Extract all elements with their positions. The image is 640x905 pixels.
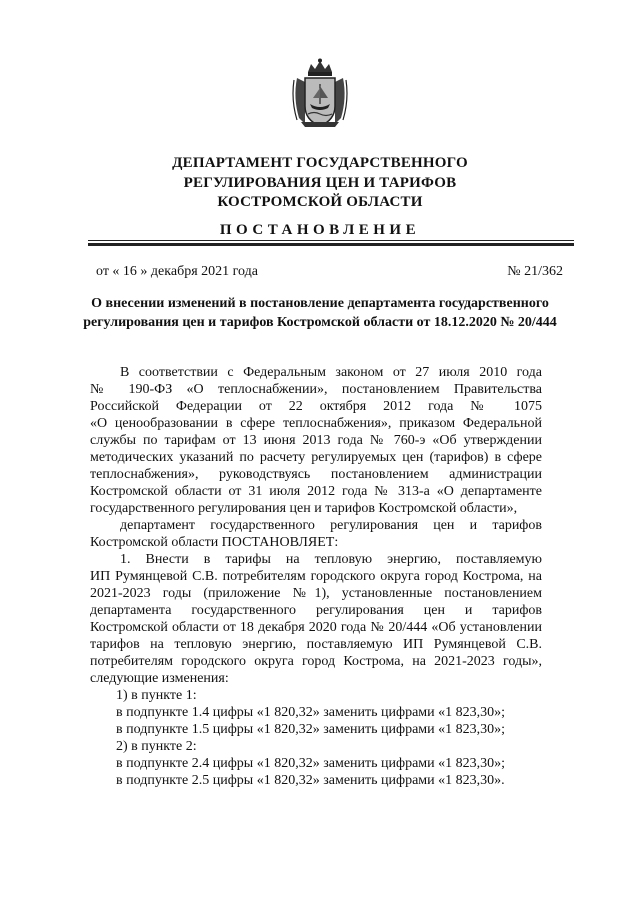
- body-line: Костромской области от 31 июля 2012 года № 313-а «О департаменте: [90, 484, 542, 499]
- body-line: 2021-2023 годы (приложение №1), установленные постановлением: [90, 586, 542, 601]
- body-line: методических указаний по расчету регулируемых цен (тарифов) в сфере: [90, 450, 542, 465]
- subject-line: регулирования цен и тарифов Костромской области от 18.12.2020 № 20/444: [83, 315, 557, 330]
- document-body: [90, 364, 542, 789]
- document-type: ПОСТАНОВЛЕНИЕ: [219, 222, 421, 238]
- header-divider-thin: [88, 240, 574, 241]
- body-line: теплоснабжения», руководствуясь постановлением администрации: [90, 467, 542, 482]
- body-line: № 190-ФЗ «О теплоснабжении», постановлением Правительства: [90, 382, 542, 397]
- document-number: № 21/362: [507, 264, 563, 279]
- body-line: «О ценообразовании в сфере теплоснабжения», приказом Федеральной: [90, 416, 542, 431]
- body-line: государственного регулирования цен и тарифов Костромской области»,: [90, 501, 518, 516]
- body-line: Российской Федерации от 22 октября 2012 года № 1075: [90, 399, 542, 414]
- body-line: в подпункте 2.4 цифры «1 820,32» заменить цифрами «1 823,30»;: [116, 756, 506, 771]
- body-line: потребителям городского округа город Кострома, на 2021-2023 годы»,: [90, 654, 542, 669]
- body-line: Костромской области от 18 декабря 2020 года № 20/444 «Об установлении: [90, 620, 542, 635]
- body-line: 1) в пункте 1:: [116, 688, 197, 703]
- body-line: в подпункте 2.5 цифры «1 820,32» заменить цифрами «1 823,30».: [116, 773, 505, 788]
- body-line: службы по тарифам от 13 июня 2013 года № 760-э «Об утверждении: [90, 433, 542, 448]
- department-line: ДЕПАРТАМЕНТ ГОСУДАРСТВЕННОГО: [172, 155, 468, 171]
- body-line: в подпункте 1.4 цифры «1 820,32» заменить цифрами «1 823,30»;: [116, 705, 506, 720]
- department-line: КОСТРОМСКОЙ ОБЛАСТИ: [217, 194, 423, 210]
- body-line: тарифов на тепловую энергию, поставляемую ИП Румянцевой С.В.: [90, 637, 542, 652]
- body-line: департамента государственного регулирования цен и тарифов: [90, 603, 542, 618]
- body-line: 1. Внести в тарифы на тепловую энергию, поставляемую: [120, 552, 542, 567]
- body-line: Костромской области ПОСТАНОВЛЯЕТ:: [90, 535, 339, 550]
- body-line: В соответствии с Федеральным законом от 27 июля 2010 года: [120, 365, 542, 380]
- department-name: [0, 154, 640, 213]
- subject-line: О внесении изменений в постановление департамента государственного: [91, 296, 549, 311]
- body-line: в подпункте 1.5 цифры «1 820,32» заменить цифрами «1 823,30»;: [116, 722, 506, 737]
- body-line: 2) в пункте 2:: [116, 739, 197, 754]
- document-date: от « 16 » декабря 2021 года: [96, 264, 258, 279]
- body-line: департамент государственного регулирования цен и тарифов: [120, 518, 542, 533]
- body-line: следующие изменения:: [90, 671, 229, 686]
- document-subject: [0, 294, 640, 332]
- body-line: ИП Румянцевой С.В. потребителям городского округа город Кострома, на: [90, 569, 542, 584]
- department-line: РЕГУЛИРОВАНИЯ ЦЕН И ТАРИФОВ: [183, 174, 457, 191]
- header-divider-thick: [88, 243, 574, 246]
- coat-of-arms-icon: [291, 58, 349, 128]
